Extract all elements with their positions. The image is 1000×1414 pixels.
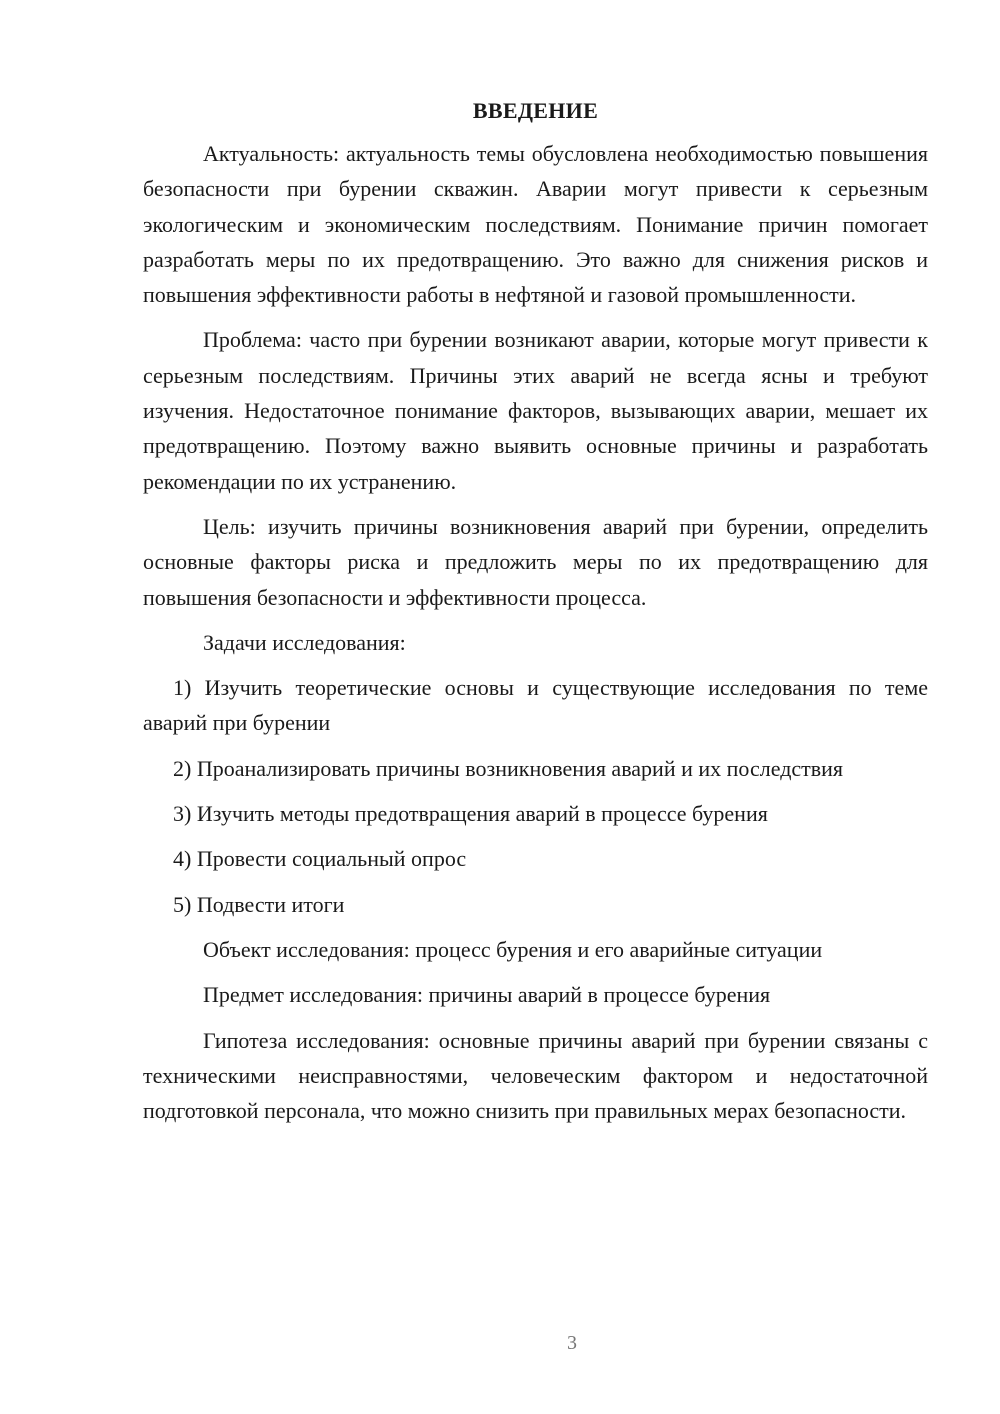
page-number: 3 [567, 1332, 577, 1354]
task-item-4: 4) Провести социальный опрос [173, 846, 467, 872]
page-title: ВВЕДЕНИЕ [472, 98, 599, 123]
paragraph-problem: Проблема: часто при бурении возникают аварии, которые могут привести к серьезным последствиям. Причины этих аварий не всегда ясны и требуют изучения. Недостаточное понимание факторов, вызывающих аварии, мешает их предотвращению. Поэтому важно выявить основные причины и разработать рекомендации по их устранению. [143, 327, 928, 494]
paragraph-subject: Предмет исследования: причины аварий в процессе бурения [203, 982, 771, 1008]
paragraph-relevance: Актуальность: актуальность темы обусловлена необходимостью повышения безопасности при бурении скважин. Аварии могут привести к серьезным экологическим и экономическим последствиям. Понимание причин помогает разработать меры по их предотвращению. Это важно для снижения рисков и повышения эффективности работы в нефтяной и газовой промышленности. [143, 141, 928, 308]
paragraph-goal: Цель: изучить причины возникновения аварий при бурении, определить основные факторы риска и предложить меры по их предотвращению для повышения безопасности и эффективности процесса. [143, 513, 928, 610]
document-body [143, 94, 928, 1138]
tasks-heading: Задачи исследования: [203, 629, 406, 655]
task-item-1: 1) Изучить теоретические основы и существующие исследования по теме аварий при бурении [143, 675, 928, 736]
task-item-2: 2) Проанализировать причины возникновения аварий и их последствия [173, 755, 844, 781]
task-item-5: 5) Подвести итоги [173, 891, 345, 917]
paragraph-object: Объект исследования: процесс бурения и его аварийные ситуации [203, 936, 823, 962]
task-item-3: 3) Изучить методы предотвращения аварий в процессе бурения [173, 801, 768, 827]
paragraph-hypothesis: Гипотеза исследования: основные причины аварий при бурении связаны с техническими неисправностями, человеческим фактором и недостаточной подготовкой персонала, что можно снизить при правильных мерах безопасности. [143, 1027, 928, 1124]
